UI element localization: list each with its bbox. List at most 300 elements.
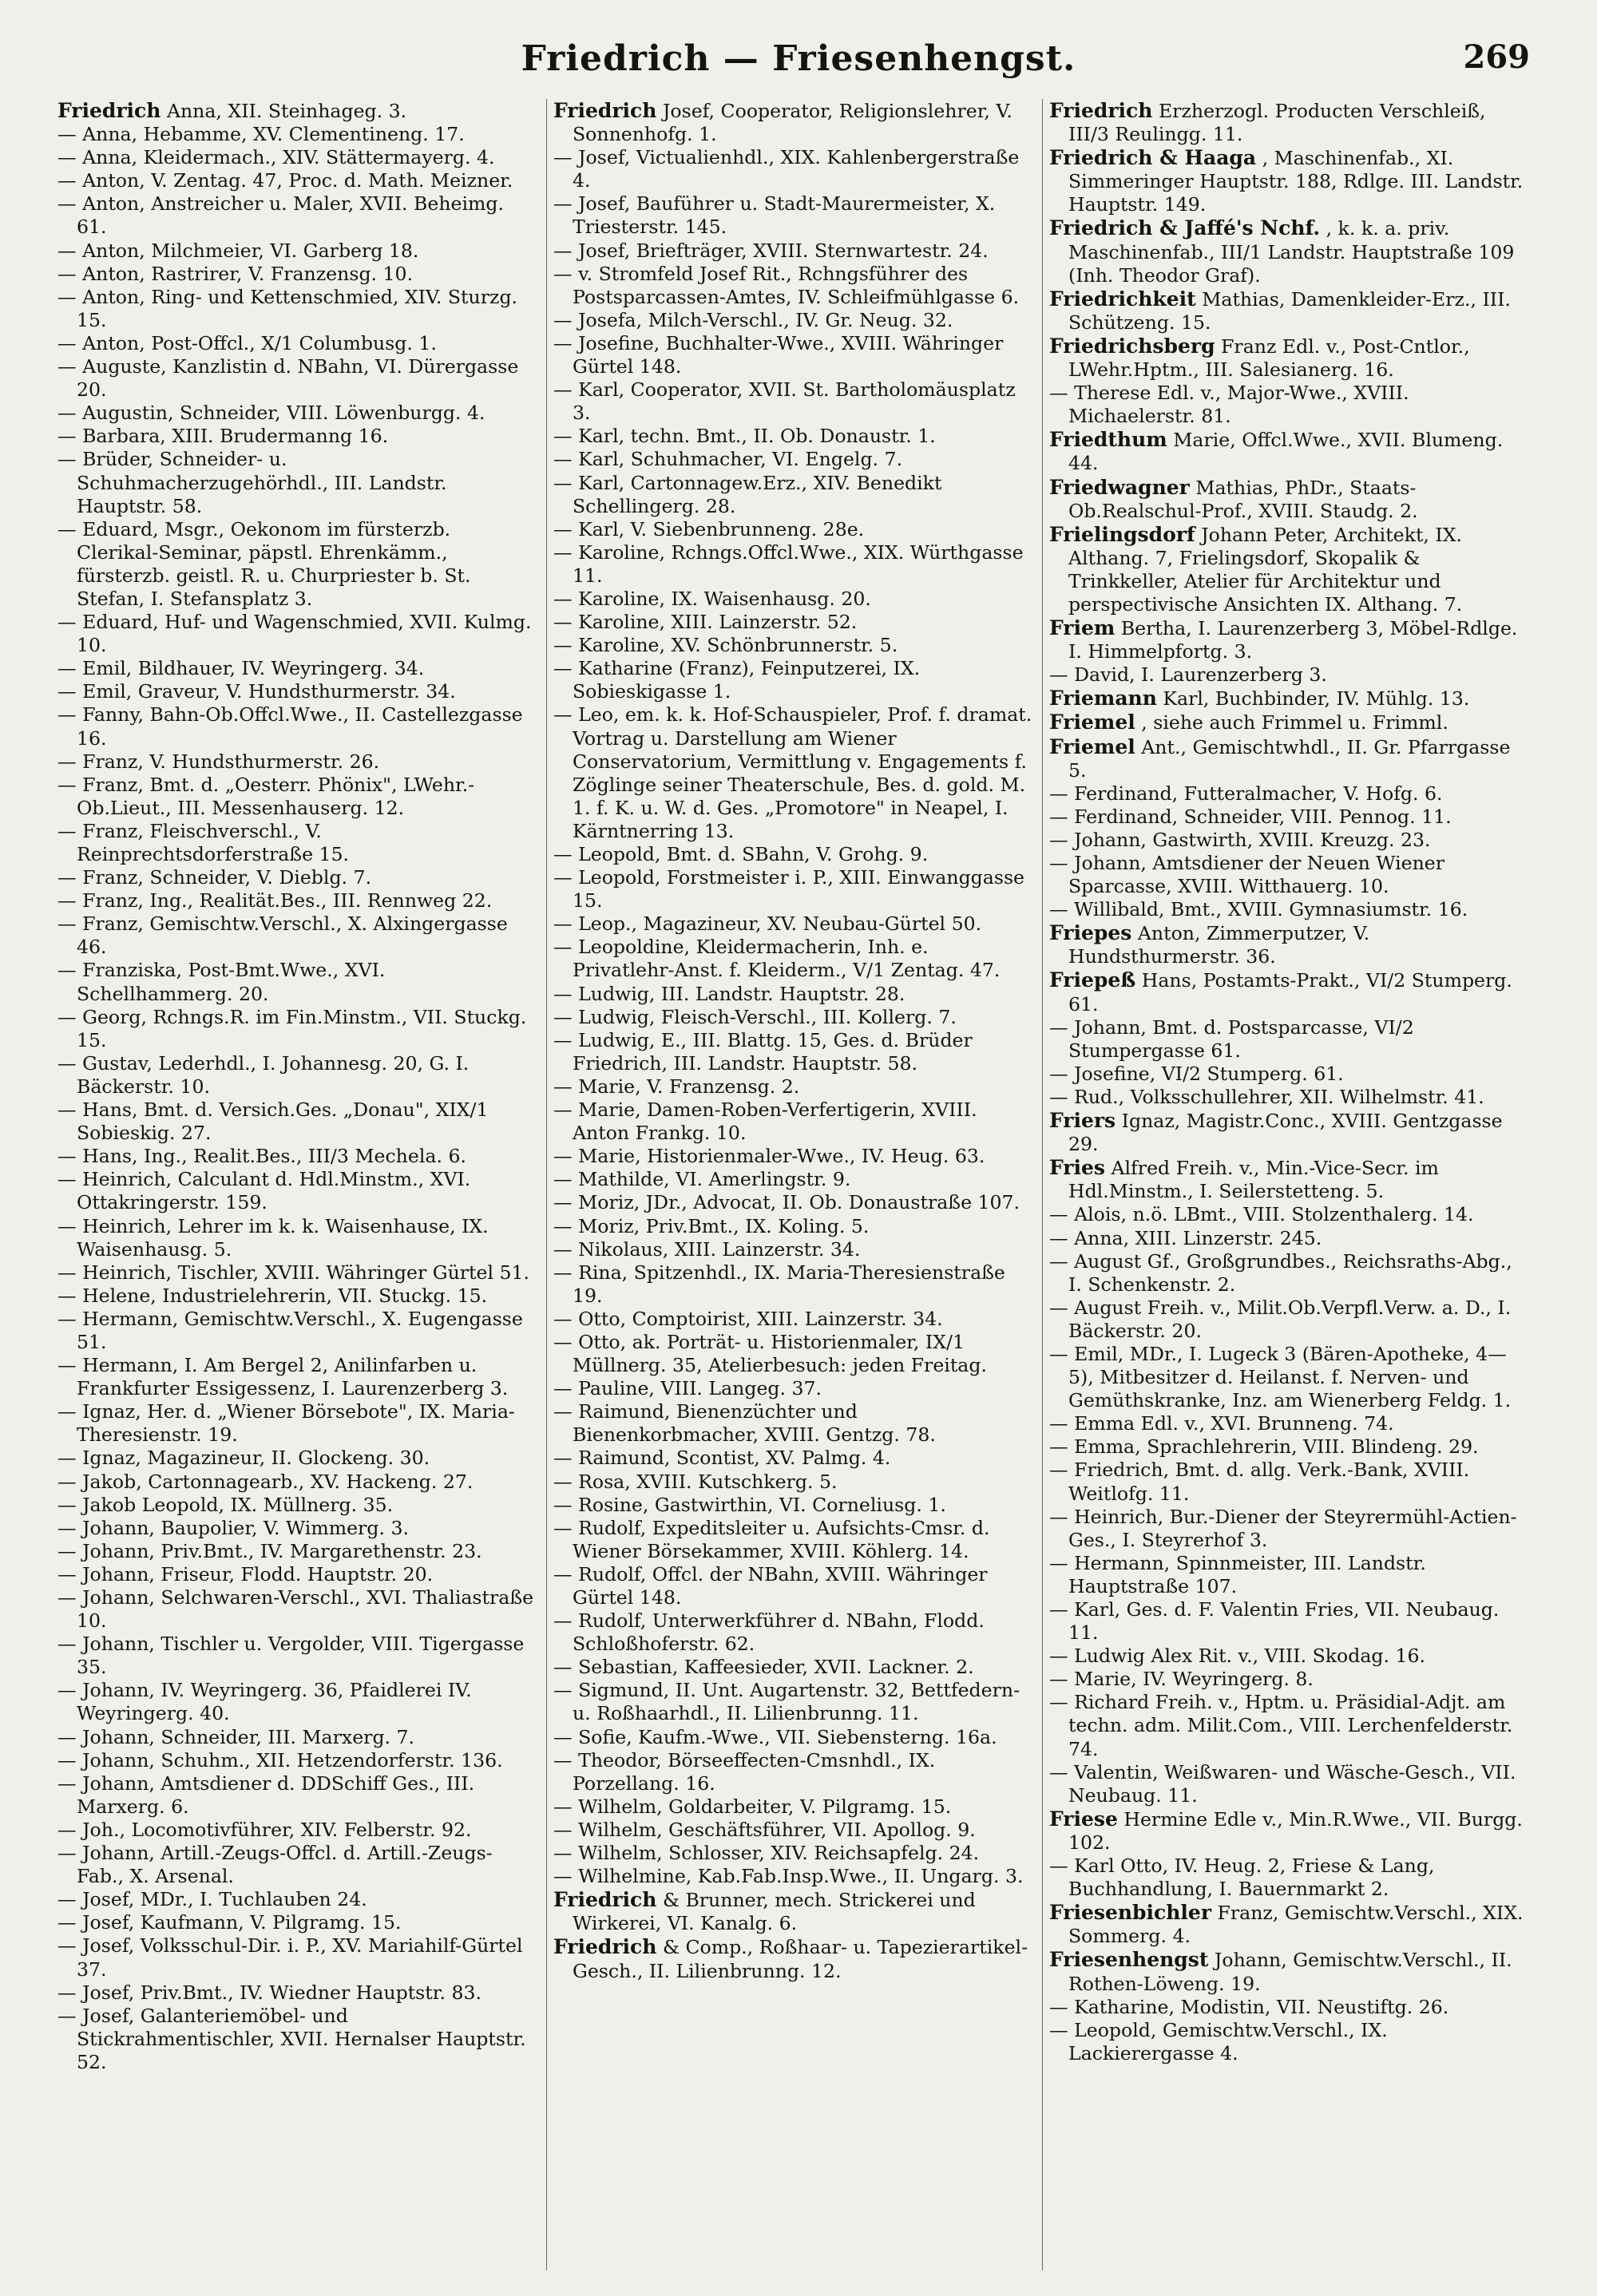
entry-text: — Moriz, JDr., Advocat, II. Ob. Donaustraße 107. [553, 1191, 1020, 1214]
directory-entry [57, 99, 537, 123]
entry-text: — Leop., Magazineur, XV. Neubau-Gürtel 50. [553, 912, 982, 936]
directory-entry [1049, 1435, 1528, 1459]
directory-entry [553, 1215, 1032, 1238]
directory-entry [553, 378, 1032, 425]
entry-text: — Johann, Schuhm., XII. Hetzendorferstr. 136. [57, 1748, 503, 1771]
page-header [51, 35, 1546, 86]
directory-entry [1049, 1203, 1528, 1226]
entry-text: — August Freih. v., Milit.Ob.Verpfl.Verw. a. D., I. Bäckerstr. 20. [1049, 1296, 1512, 1342]
directory-entry [1049, 711, 1528, 734]
directory-entry [553, 657, 1032, 703]
directory-entry [57, 1679, 537, 1725]
directory-entry [57, 820, 537, 866]
directory-entry [553, 1006, 1032, 1029]
entry-surname: Friepeß [1049, 968, 1136, 992]
entry-surname: Friedrich & Haaga [1049, 146, 1257, 170]
entry-text: — Friedrich, Bmt. d. allg. Verk.-Bank, XVIII. Weitlofg. 11. [1049, 1459, 1470, 1505]
directory-entry [553, 1099, 1032, 1145]
directory-entry [553, 1075, 1032, 1099]
entry-text: — Franz, Schneider, V. Dieblg. 7. [57, 866, 372, 889]
directory-entry [57, 1540, 537, 1563]
directory-entry [57, 680, 537, 703]
directory-entry [553, 912, 1032, 936]
entry-text: — Katharine, Modistin, VII. Neustiftg. 26. [1049, 1995, 1449, 2018]
directory-entry [553, 1656, 1032, 1679]
entry-surname: Friedrich [553, 99, 657, 122]
entry-text: — Joh., Locomotivführer, XIV. Felberstr. 92. [57, 1818, 472, 1841]
entry-text: — Ludwig, Fleisch-Verschl., III. Kollerg. 7. [553, 1005, 957, 1028]
entry-text: — Willibald, Bmt., XVIII. Gymnasiumstr. 16. [1049, 898, 1468, 921]
entry-text: — Brüder, Schneider- u. Schuhmacherzugehörhdl., III. Landstr. Hauptstr. 58. [57, 448, 447, 517]
entry-text: — Ludwig, E., III. Blattg. 15, Ges. d. Brüder Friedrich, III. Landstr. Hauptstr. 58. [553, 1028, 973, 1075]
directory-entry [1049, 782, 1528, 806]
directory-entry [553, 936, 1032, 982]
entry-surname: Friesenhengst [1049, 1948, 1209, 1972]
directory-entry [1049, 968, 1528, 1015]
directory-entry [553, 425, 1032, 448]
directory-entry [1049, 1296, 1528, 1343]
entry-text: Anna, XII. Steinhageg. 3. [166, 100, 407, 122]
entry-text: Franz Edl. v., Post-Cntlor., LWehr.Hptm., III. Salesianerg. 16. [1068, 335, 1470, 382]
entry-text: & Comp., Roßhaar- u. Tapezierartikel-Gesch., II. Lilienbrunng. 12. [573, 1936, 1028, 1982]
directory-entry [57, 1911, 537, 1934]
entry-text: — Marie, Historienmaler-Wwe., IV. Heug. 63. [553, 1145, 985, 1168]
directory-entry [1049, 735, 1528, 782]
directory-entry [1049, 1807, 1528, 1855]
directory-entry [1049, 428, 1528, 475]
directory-columns [57, 99, 1528, 2270]
entry-text: Josef, Cooperator, Religionslehrer, V. Sonnenhofg. 1. [573, 100, 1012, 146]
directory-entry [57, 1006, 537, 1052]
directory-entry [553, 1819, 1032, 1842]
entry-text: Mathias, Damenkleider-Erz., III. Schützeng. 15. [1068, 287, 1511, 334]
directory-entry [553, 541, 1032, 588]
running-title: Friedrich — Friesenhengst. [521, 38, 1076, 79]
directory-entry [553, 1377, 1032, 1400]
directory-entry [553, 1145, 1032, 1168]
entry-surname: Friedrichsberg [1049, 334, 1215, 358]
entry-surname: Friedrichkeit [1049, 287, 1196, 311]
entry-text: — Rudolf, Unterwerkführer d. NBahn, Flodd. Schloßhoferstr. 62. [553, 1609, 985, 1656]
entry-text: — Heinrich, Calculant d. Hdl.Minstm., XVI. Ottakringerstr. 159. [57, 1168, 471, 1214]
directory-entry [553, 1168, 1032, 1191]
directory-entry [57, 518, 537, 611]
directory-entry [1049, 687, 1528, 711]
entry-text: — Josef, MDr., I. Tuchlauben 24. [57, 1888, 367, 1911]
column-2 [546, 99, 1032, 2270]
entry-text: — Anton, Rastrirer, V. Franzensg. 10. [57, 262, 414, 285]
entry-surname: Friedwagner [1049, 475, 1190, 499]
entry-text: — Wilhelm, Geschäftsführer, VII. Apollog. 9. [553, 1818, 976, 1841]
entry-text: — Johann, Artill.-Zeugs-Offcl. d. Artill.-Zeugs-Fab., X. Arsenal. [57, 1842, 493, 1888]
entry-text: — Josef, Briefträger, XVIII. Sternwartestr. 24. [553, 239, 989, 262]
entry-text: — Emil, Bildhauer, IV. Weyringerg. 34. [57, 657, 425, 680]
directory-entry [57, 286, 537, 332]
entry-text: — Barbara, XIII. Brudermanng 16. [57, 425, 389, 448]
entry-text: Alfred Freih. v., Min.-Vice-Secr. im Hdl.Minstm., I. Seilerstetteng. 5. [1068, 1157, 1439, 1203]
directory-entry [57, 1168, 537, 1214]
entry-text: — Sigmund, II. Unt. Augartenstr. 32, Bettfedern- u. Roßhaarhdl., II. Lilienbrunng. 11. [553, 1679, 1020, 1725]
entry-text: — Anna, Kleidermach., XIV. Stättermayerg. 4. [57, 146, 495, 169]
entry-text: — Josef, Bauführer u. Stadt-Maurermeister, X. Triesterstr. 145. [553, 192, 996, 239]
entry-text: — Raimund, Bienenzüchter und Bienenkorbmacher, XVIII. Gentzg. 78. [553, 1400, 936, 1447]
directory-entry [1049, 1250, 1528, 1296]
entry-text: — Karl, Ges. d. F. Valentin Fries, VII. Neubaug. 11. [1049, 1598, 1500, 1645]
entry-text: — Wilhelm, Goldarbeiter, V. Pilgramg. 15. [553, 1795, 952, 1818]
directory-entry [553, 866, 1032, 912]
entry-text: Karl, Buchbinder, IV. Mühlg. 13. [1163, 687, 1470, 711]
directory-entry [1049, 523, 1528, 616]
entry-text: — Eduard, Huf- und Wagenschmied, XVII. Kulmg. 10. [57, 611, 532, 657]
entry-text: — Richard Freih. v., Hptm. u. Präsidial-Adjt. am techn. adm. Milit.Com., VIII. Lerchenfelderstr. 74. [1049, 1691, 1513, 1760]
entry-surname: Friedrich [553, 1935, 657, 1959]
directory-entry [1049, 852, 1528, 898]
entry-text: — Josef, Kaufmann, V. Pilgramg. 15. [57, 1911, 402, 1934]
directory-entry [57, 123, 537, 146]
entry-text: — Karoline, XIII. Lainzerstr. 52. [553, 611, 858, 634]
entry-text: — Theodor, Börseeffecten-Cmsnhdl., IX. Porzellang. 16. [553, 1748, 936, 1795]
entry-text: — Josef, Priv.Bmt., IV. Wiedner Hauptstr. 83. [57, 1981, 481, 2004]
directory-entry [57, 1308, 537, 1354]
directory-entry [553, 1261, 1032, 1308]
directory-entry [57, 355, 537, 402]
directory-entry [57, 1494, 537, 1517]
entry-text: Marie, Offcl.Wwe., XVII. Blumeng. 44. [1068, 429, 1504, 475]
directory-entry [57, 959, 537, 1005]
entry-text: — Leopoldine, Kleidermacherin, Inh. e. Privatlehr-Anst. f. Kleiderm., V/1 Zentag. 47. [553, 936, 1001, 982]
entry-text: — Wilhelmine, Kab.Fab.Insp.Wwe., II. Ungarg. 3. [553, 1865, 1024, 1888]
entry-surname: Friedrich [57, 99, 161, 122]
directory-entry [1049, 921, 1528, 968]
entry-surname: Friedrich [553, 1888, 657, 1912]
directory-entry [553, 192, 1032, 239]
entry-text: — Helene, Industrielehrerin, VII. Stuckg. 15. [57, 1284, 488, 1307]
directory-entry [1049, 335, 1528, 382]
directory-entry [1049, 1598, 1528, 1645]
directory-entry [1049, 1227, 1528, 1250]
directory-entry [553, 1935, 1032, 1982]
entry-text: Erzherzogl. Producten Verschleiß, III/3 Reulingg. 11. [1068, 100, 1486, 146]
directory-entry [553, 1191, 1032, 1214]
directory-entry [57, 2005, 537, 2074]
directory-entry [553, 146, 1032, 192]
entry-text: — Leo, em. k. k. Hof-Schauspieler, Prof. f. dramat. Vortrag u. Darstellung am Wiener Conservatorium, Vermittlung v. Engagements f. Zöglinge seiner Theaterschule, Bes. d. gold. M. 1. f. K. u. W. d. Ges. „Promotore" in Neapel, I. Kärntnerring 13. [553, 703, 1032, 842]
entry-text: — Johann, Tischler u. Vergolder, VIII. Tigergasse 35. [57, 1633, 525, 1679]
directory-entry [57, 1749, 537, 1772]
directory-entry [1049, 1459, 1528, 1505]
entry-text: — Josef, Victualienhdl., XIX. Kahlenbergerstraße 4. [553, 146, 1020, 192]
entry-text: Hermine Edle v., Min.R.Wwe., VII. Burgg. 102. [1068, 1807, 1523, 1854]
entry-text: — Karl, Schuhmacher, VI. Engelg. 7. [553, 448, 903, 471]
entry-text: — Marie, V. Franzensg. 2. [553, 1075, 800, 1098]
entry-text: , siehe auch Frimmel u. Frimml. [1141, 711, 1448, 734]
directory-entry [57, 1261, 537, 1285]
entry-text: — Marie, Damen-Roben-Verfertigerin, XVIII. Anton Frankg. 10. [553, 1099, 977, 1145]
directory-entry [57, 1517, 537, 1540]
entry-text: — Alois, n.ö. LBmt., VIII. Stolzenthalerg. 14. [1049, 1203, 1474, 1226]
entry-text: Mathias, PhDr., Staats-Ob.Realschul-Prof., XVIII. Staudg. 2. [1068, 476, 1418, 522]
directory-entry [1049, 1156, 1528, 1203]
directory-entry [1049, 1109, 1528, 1156]
entry-text: — Franz, Ing., Realität.Bes., III. Rennweg 22. [57, 889, 493, 912]
directory-entry [553, 263, 1032, 309]
entry-text: — Karl, Cartonnagew.Erz., XIV. Benedikt Schellingerg. 28. [553, 471, 942, 517]
directory-entry [553, 1517, 1032, 1563]
entry-surname: Frielingsdorf [1049, 522, 1195, 546]
entry-text: Anton, Zimmerputzer, V. Hundsthurmerstr. 36. [1068, 922, 1370, 968]
entry-text: — Ignaz, Her. d. „Wiener Börsebote", IX. Maria-Theresienstr. 19. [57, 1400, 515, 1447]
directory-entry [1049, 1668, 1528, 1691]
entry-text: — Fanny, Bahn-Ob.Offcl.Wwe., II. Castellezgasse 16. [57, 703, 523, 750]
entry-text: — Anna, Hebamme, XV. Clementineng. 17. [57, 123, 465, 146]
directory-entry [57, 263, 537, 286]
directory-entry [1049, 1343, 1528, 1412]
entry-surname: Friemel [1049, 711, 1135, 734]
entry-text: — Hans, Ing., Realit.Bes., III/3 Mechela. 6. [57, 1145, 466, 1168]
directory-entry [1049, 1063, 1528, 1086]
directory-entry [57, 611, 537, 657]
directory-entry [553, 1888, 1032, 1935]
entry-text: — Anton, Milchmeier, VI. Garberg 18. [57, 239, 419, 262]
entry-text: — Anton, Post-Offcl., X/1 Columbusg. 1. [57, 331, 437, 354]
directory-entry [1049, 476, 1528, 523]
entry-text: — Eduard, Msgr., Oekonom im fürsterzb. Clerikal-Seminar, päpstl. Ehrenkämm., fürsterzb. geistl. R. u. Churpriester b. St. Stefan, I. Stefansplatz 3. [57, 517, 471, 610]
entry-text: — Josefa, Milch-Verschl., IV. Gr. Neug. 32. [553, 308, 953, 331]
entry-text: — Moriz, Priv.Bmt., IX. Koling. 5. [553, 1214, 870, 1237]
entry-text: — Sebastian, Kaffeesieder, XVII. Lackner. 2. [553, 1656, 974, 1679]
entry-text: — Hans, Bmt. d. Versich.Ges. „Donau", XIX/1 Sobieskig. 27. [57, 1099, 489, 1145]
entry-text: — Emil, Graveur, V. Hundsthurmerstr. 34. [57, 680, 456, 703]
entry-text: , Maschinenfab., XI. Simmeringer Hauptstr. 188, Rdlge. III. Landstr. Hauptstr. 149. [1068, 147, 1524, 216]
entry-text: — Sofie, Kaufm.-Wwe., VII. Siebensterng. 16a. [553, 1725, 997, 1748]
entry-text: — Rosa, XVIII. Kutschkerg. 5. [553, 1470, 838, 1493]
entry-text: Johann Peter, Architekt, IX. Althang. 7, Frielingsdorf, Skopalik & Trinkkeller, Atelier für Architektur und perspectivische Ansichten IX. Althang. 7. [1068, 523, 1463, 616]
entry-text: — Augustin, Schneider, VIII. Löwenburgg. 4. [57, 402, 485, 425]
directory-entry [57, 146, 537, 169]
directory-entry [1049, 616, 1528, 663]
entry-text: — Ludwig Alex Rit. v., VIII. Skodag. 16. [1049, 1645, 1426, 1668]
entry-text: — Ignaz, Magazineur, II. Glockeng. 30. [57, 1447, 430, 1470]
directory-entry [553, 1726, 1032, 1749]
entry-text: — Franziska, Post-Bmt.Wwe., XVI. Schellhammerg. 20. [57, 959, 386, 1005]
entry-text: — Johann, Baupolier, V. Wimmerg. 3. [57, 1516, 409, 1539]
entry-surname: Friesenbichler [1049, 1901, 1211, 1925]
entry-text: Johann, Gemischtw.Verschl., II. Rothen-Löweng. 19. [1068, 1949, 1512, 1995]
directory-entry [57, 192, 537, 239]
entry-surname: Friedrich [1049, 99, 1153, 122]
directory-entry [553, 1331, 1032, 1377]
directory-entry [553, 1447, 1032, 1470]
directory-entry [553, 1238, 1032, 1261]
entry-text: — Josefine, Buchhalter-Wwe., XVIII. Währinger Gürtel 148. [553, 331, 1004, 378]
entry-text: Ant., Gemischtwhdl., II. Gr. Pfarrgasse 5. [1068, 735, 1511, 782]
directory-entry [553, 611, 1032, 634]
entry-text: — Heinrich, Lehrer im k. k. Waisenhause, IX. Waisenhausg. 5. [57, 1214, 489, 1261]
directory-entry [1049, 1412, 1528, 1435]
directory-entry [57, 1842, 537, 1888]
entry-text: — Heinrich, Tischler, XVIII. Währinger Gürtel 51. [57, 1261, 530, 1284]
entry-text: — Rud., Volksschullehrer, XII. Wilhelmstr. 41. [1049, 1085, 1484, 1108]
directory-entry [1049, 1691, 1528, 1760]
entry-text: — Leopold, Bmt. d. SBahn, V. Grohg. 9. [553, 843, 929, 865]
directory-entry [553, 634, 1032, 657]
entry-text: — Mathilde, VI. Amerlingstr. 9. [553, 1168, 851, 1191]
directory-entry [57, 1215, 537, 1261]
directory-entry [553, 1795, 1032, 1819]
directory-entry [57, 1285, 537, 1308]
directory-entry [57, 1447, 537, 1470]
directory-entry [57, 1145, 537, 1168]
directory-entry [1049, 216, 1528, 287]
entry-text: , k. k. a. priv. Maschinenfab., III/1 Landstr. Hauptstraße 109 (Inh. Theodor Graf). [1068, 217, 1515, 287]
directory-entry [57, 703, 537, 750]
entry-text: — Karl, V. Siebenbrunneng. 28e. [553, 517, 865, 540]
entry-text: — Wilhelm, Schlosser, XIV. Reichsapfelg. 24. [553, 1842, 980, 1865]
entry-text: — Franz, Bmt. d. „Oesterr. Phönix", LWehr.-Ob.Lieut., III. Messenhauserg. 12. [57, 773, 475, 819]
directory-entry [1049, 287, 1528, 335]
directory-entry [57, 425, 537, 448]
entry-text: — Otto, ak. Porträt- u. Historienmaler, IX/1 Müllnerg. 35, Atelierbesuch: jeden Freitag. [553, 1330, 987, 1377]
entry-text: — Franz, Gemischtw.Verschl., X. Alxingergasse 46. [57, 912, 508, 959]
entry-text: — Johann, Gastwirth, XVIII. Kreuzg. 23. [1049, 828, 1431, 851]
directory-entry [57, 774, 537, 820]
directory-entry [57, 866, 537, 889]
directory-entry [57, 750, 537, 774]
directory-entry [57, 1633, 537, 1679]
entry-surname: Friem [1049, 616, 1116, 640]
entry-text: — Karoline, IX. Waisenhausg. 20. [553, 587, 871, 610]
entry-surname: Friedrich & Jaffé's Nchf. [1049, 216, 1321, 240]
entry-text: — Johann, Amtsdiener d. DDSchiff Ges., III. Marxerg. 6. [57, 1771, 475, 1818]
column-3 [1042, 99, 1528, 2270]
directory-entry [1049, 898, 1528, 921]
entry-text: — Johann, IV. Weyringerg. 36, Pfaidlerei IV. Weyringerg. 40. [57, 1679, 472, 1725]
entry-text: — Rudolf, Offcl. der NBahn, XVIII. Währinger Gürtel 148. [553, 1562, 988, 1609]
directory-entry [553, 448, 1032, 471]
entry-text: — Franz, Fleischverschl., V. Reinprechtsdorferstraße 15. [57, 819, 350, 865]
directory-entry [57, 169, 537, 192]
entry-text: — Gustav, Lederhdl., I. Johannesg. 20, G. I. Bäckerstr. 10. [57, 1051, 470, 1098]
entry-text: — Heinrich, Bur.-Diener der Steyrermühl-Actien-Ges., I. Steyrerhof 3. [1049, 1505, 1517, 1551]
entry-text: — Emil, MDr., I. Lugeck 3 (Bären-Apotheke, 4—5), Mitbesitzer d. Heilanst. f. Nerven- und Gemüthskranke, Inz. am Wienerberg Feldg. 1. [1049, 1342, 1512, 1412]
directory-entry [57, 1888, 537, 1911]
directory-entry [553, 1029, 1032, 1075]
directory-entry [57, 1471, 537, 1494]
directory-entry [1049, 2019, 1528, 2065]
directory-entry [1049, 99, 1528, 146]
entry-text: — Johann, Bmt. d. Postsparcasse, VI/2 Stumpergasse 61. [1049, 1015, 1414, 1062]
directory-entry [553, 1749, 1032, 1795]
entry-text: — Karoline, XV. Schönbrunnerstr. 5. [553, 634, 898, 657]
directory-entry [553, 1679, 1032, 1725]
entry-text: — Johann, Schneider, III. Marxerg. 7. [57, 1725, 415, 1748]
entry-text: — Johann, Selchwaren-Verschl., XVI. Thaliastraße 10. [57, 1586, 534, 1633]
directory-entry [1049, 1086, 1528, 1109]
directory-entry [1049, 382, 1528, 428]
entry-text: — Josefine, VI/2 Stumperg. 61. [1049, 1062, 1344, 1085]
directory-entry [57, 1819, 537, 1842]
entry-surname: Friepes [1049, 921, 1132, 945]
directory-entry [553, 309, 1032, 332]
directory-entry [1049, 1645, 1528, 1668]
directory-entry [553, 703, 1032, 843]
entry-text: — Ferdinand, Futteralmacher, V. Hofg. 6. [1049, 782, 1443, 805]
entry-text: — Jakob Leopold, IX. Müllnerg. 35. [57, 1493, 394, 1516]
entry-surname: Friers [1049, 1109, 1116, 1133]
entry-surname: Friedthum [1049, 428, 1167, 452]
entry-text: — v. Stromfeld Josef Rit., Rchngsführer des Postsparcassen-Amtes, IV. Schleifmühlgasse 6. [553, 262, 1020, 308]
entry-text: — Karl, techn. Bmt., II. Ob. Donaustr. 1. [553, 425, 936, 448]
directory-entry [57, 1772, 537, 1819]
directory-entry [553, 1865, 1032, 1888]
directory-entry [553, 239, 1032, 263]
directory-entry [553, 472, 1032, 518]
directory-entry [1049, 1761, 1528, 1807]
entry-text: — Franz, V. Hundsthurmerstr. 26. [57, 750, 380, 773]
directory-entry [553, 332, 1032, 378]
entry-surname: Fries [1049, 1156, 1105, 1180]
entry-text: — Emma Edl. v., XVI. Brunneng. 74. [1049, 1412, 1394, 1435]
directory-entry [553, 1471, 1032, 1494]
directory-entry [57, 1981, 537, 2005]
entry-surname: Friemel [1049, 734, 1135, 758]
entry-text: — Katharine (Franz), Feinputzerei, IX. Sobieskigasse 1. [553, 657, 921, 703]
directory-entry [1049, 1506, 1528, 1552]
entry-text: — Rudolf, Expeditsleiter u. Aufsichts-Cmsr. d. Wiener Börsekammer, XVIII. Köhlerg. 14. [553, 1516, 990, 1562]
entry-text: — Leopold, Forstmeister i. P., XIII. Einwanggasse 15. [553, 866, 1025, 912]
directory-entry [553, 983, 1032, 1006]
entry-text: — Rina, Spitzenhdl., IX. Maria-Theresienstraße 19. [553, 1261, 1005, 1307]
entry-text: — Anton, Ring- und Kettenschmied, XIV. Sturzg. 15. [57, 285, 518, 331]
directory-entry [1049, 806, 1528, 829]
entry-text: — Ludwig, III. Landstr. Hauptstr. 28. [553, 982, 905, 1005]
entry-text: — Emma, Sprachlehrerin, VIII. Blindeng. 29. [1049, 1435, 1479, 1459]
directory-entry [1049, 1552, 1528, 1598]
directory-entry [57, 912, 537, 959]
directory-entry [57, 1099, 537, 1145]
entry-text: — Nikolaus, XIII. Lainzerstr. 34. [553, 1237, 861, 1261]
entry-text: — Anton, Anstreicher u. Maler, XVII. Beheimg. 61. [57, 192, 505, 239]
directory-entry [1049, 1016, 1528, 1063]
directory-entry [57, 1726, 537, 1749]
column-1 [57, 99, 537, 2270]
entry-text: — August Gf., Großgrundbes., Reichsraths-Abg., I. Schenkenstr. 2. [1049, 1249, 1512, 1296]
directory-entry [1049, 1948, 1528, 1995]
entry-text: — David, I. Laurenzerberg 3. [1049, 663, 1327, 687]
directory-entry [57, 239, 537, 263]
entry-text: — Leopold, Gemischtw.Verschl., IX. Lackierergasse 4. [1049, 2018, 1388, 2064]
entry-text: — Hermann, Gemischtw.Verschl., X. Eugengasse 51. [57, 1307, 523, 1353]
page-number: 269 [1463, 38, 1530, 76]
entry-text: — Ferdinand, Schneider, VIII. Pennog. 11. [1049, 805, 1452, 828]
directory-entry [1049, 1996, 1528, 2019]
directory-entry [553, 1563, 1032, 1609]
entry-text: — Georg, Rchngs.R. im Fin.Minstm., VII. Stuckg. 15. [57, 1005, 527, 1051]
directory-entry [553, 1400, 1032, 1447]
directory-entry [1049, 1855, 1528, 1901]
entry-text: — Rosine, Gastwirthin, VI. Corneliusg. 1. [553, 1493, 946, 1516]
directory-entry [553, 843, 1032, 866]
entry-text: — Therese Edl. v., Major-Wwe., XVIII. Michaelerstr. 81. [1049, 382, 1409, 428]
directory-entry [57, 402, 537, 425]
directory-entry [57, 1563, 537, 1586]
directory-entry [57, 1052, 537, 1099]
entry-text: — Hermann, Spinnmeister, III. Landstr. Hauptstraße 107. [1049, 1551, 1426, 1597]
entry-text: — Anton, V. Zentag. 47, Proc. d. Math. Meizner. [57, 169, 513, 192]
entry-surname: Friese [1049, 1807, 1118, 1831]
entry-text: Franz, Gemischtw.Verschl., XIX. Sommerg. 4. [1068, 1902, 1524, 1948]
directory-entry [57, 1354, 537, 1400]
